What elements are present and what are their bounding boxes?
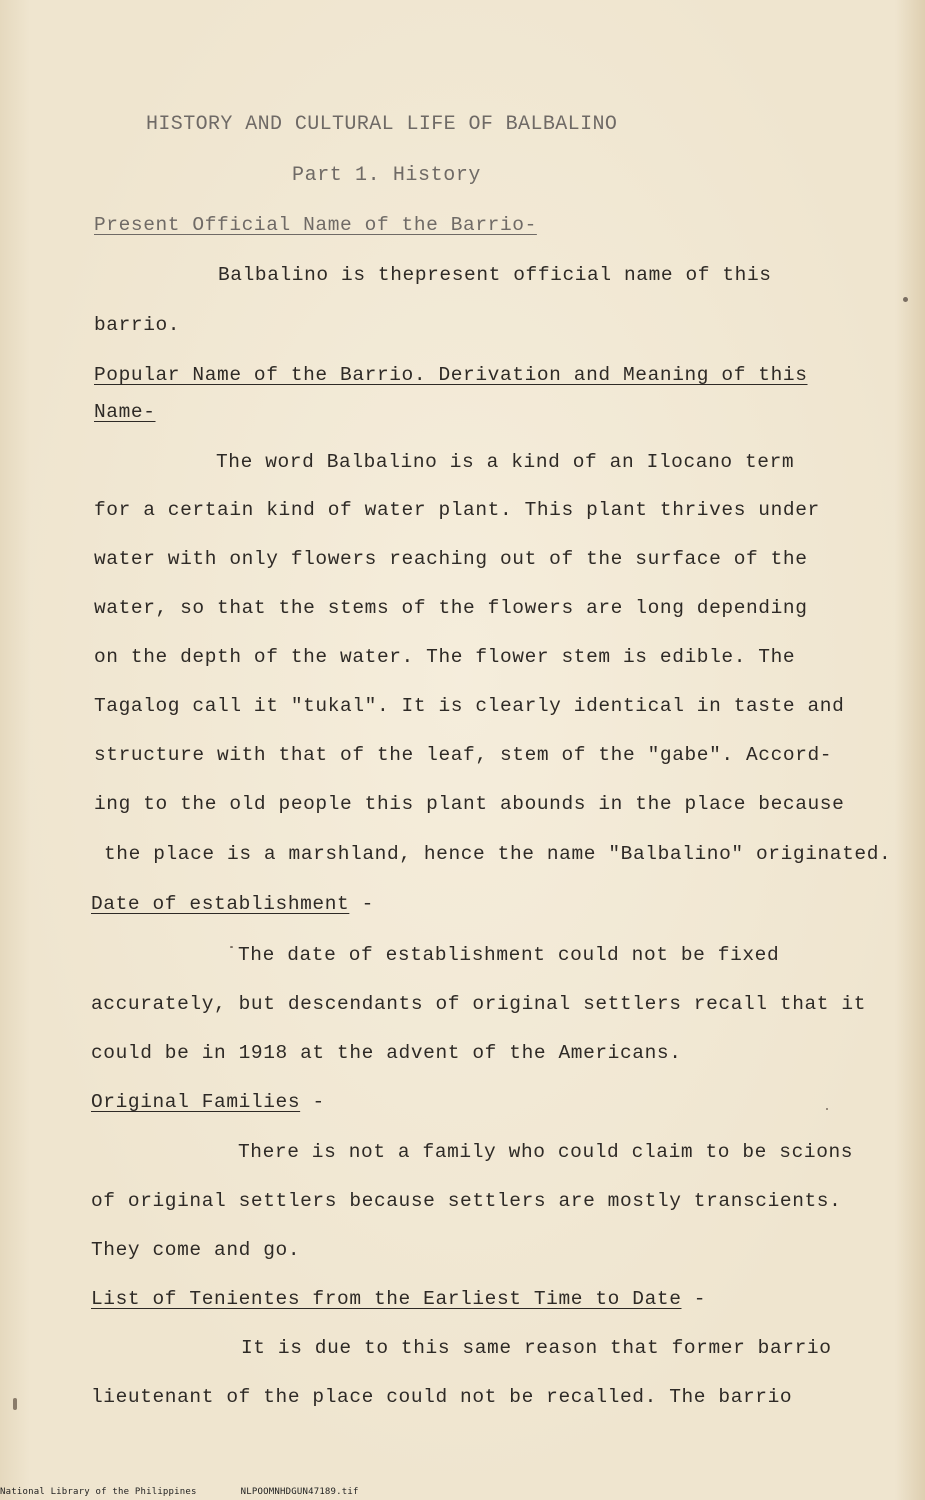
paragraph-line: for a certain kind of water plant. This plant thrives under <box>94 499 820 521</box>
paragraph-line: accurately, but descendants of original settlers recall that it <box>91 993 867 1015</box>
section-heading-text: Original Families <box>91 1091 301 1113</box>
paragraph-line: The date of establishment could not be fixed <box>238 944 780 966</box>
paragraph-line: Balbalino is thepresent official name of this <box>218 264 772 286</box>
paper-speck <box>903 297 908 302</box>
paragraph-line: They come and go. <box>91 1239 301 1261</box>
paper-speck <box>13 1398 17 1410</box>
section-heading-dash: - <box>349 893 374 915</box>
paragraph-line: the place is a marshland, hence the name "Balbalino" originated. <box>104 843 892 865</box>
section-heading-text: List of Tenientes from the Earliest Time to Date <box>91 1288 682 1310</box>
section-heading-popular-name-cont: Name- <box>94 401 156 423</box>
paragraph-line: structure with that of the leaf, stem of the "gabe". Accord- <box>94 744 833 766</box>
paragraph-line: Tagalog call it "tukal". It is clearly identical in taste and <box>94 695 845 717</box>
paragraph-line: ing to the old people this plant abounds in the place because <box>94 793 845 815</box>
document-title: HISTORY AND CULTURAL LIFE OF BALBALINO <box>146 113 618 136</box>
section-heading-date-established <box>91 892 374 916</box>
paragraph-line: water with only flowers reaching out of the surface of the <box>94 548 808 570</box>
paragraph-line: barrio. <box>94 314 181 336</box>
paragraph-line: of original settlers because settlers are mostly transcients. <box>91 1190 842 1212</box>
section-heading-dash: - <box>300 1091 325 1113</box>
section-heading-official-name: Present Official Name of the Barrio- <box>94 214 537 236</box>
part-subtitle: Part 1. History <box>292 164 482 187</box>
paragraph-line: The word Balbalino is a kind of an Ilocano term <box>216 451 795 473</box>
paper-speck <box>230 946 233 948</box>
scan-filename: NLPOOMNHDGUN47189.tif <box>240 1487 359 1497</box>
paragraph-line: There is not a family who could claim to be scions <box>238 1141 854 1163</box>
section-heading-tenientes <box>91 1287 706 1311</box>
paragraph-line: water, so that the stems of the flowers are long depending <box>94 597 808 619</box>
section-heading-original-families <box>91 1090 325 1114</box>
section-heading-popular-name: Popular Name of the Barrio. Derivation and Meaning of this <box>94 364 808 386</box>
section-heading-dash: - <box>681 1288 707 1310</box>
paragraph-line: could be in 1918 at the advent of the Americans. <box>91 1042 682 1064</box>
scan-footer <box>0 1486 359 1498</box>
paragraph-line: It is due to this same reason that former barrio <box>241 1337 832 1359</box>
paragraph-line: on the depth of the water. The flower stem is edible. The <box>94 646 796 668</box>
library-credit: National Library of the Philippines <box>0 1487 197 1497</box>
paper-speck <box>826 1108 828 1110</box>
section-heading-text: Date of establishment <box>91 893 350 915</box>
paragraph-line: lieutenant of the place could not be recalled. The barrio <box>91 1386 793 1408</box>
